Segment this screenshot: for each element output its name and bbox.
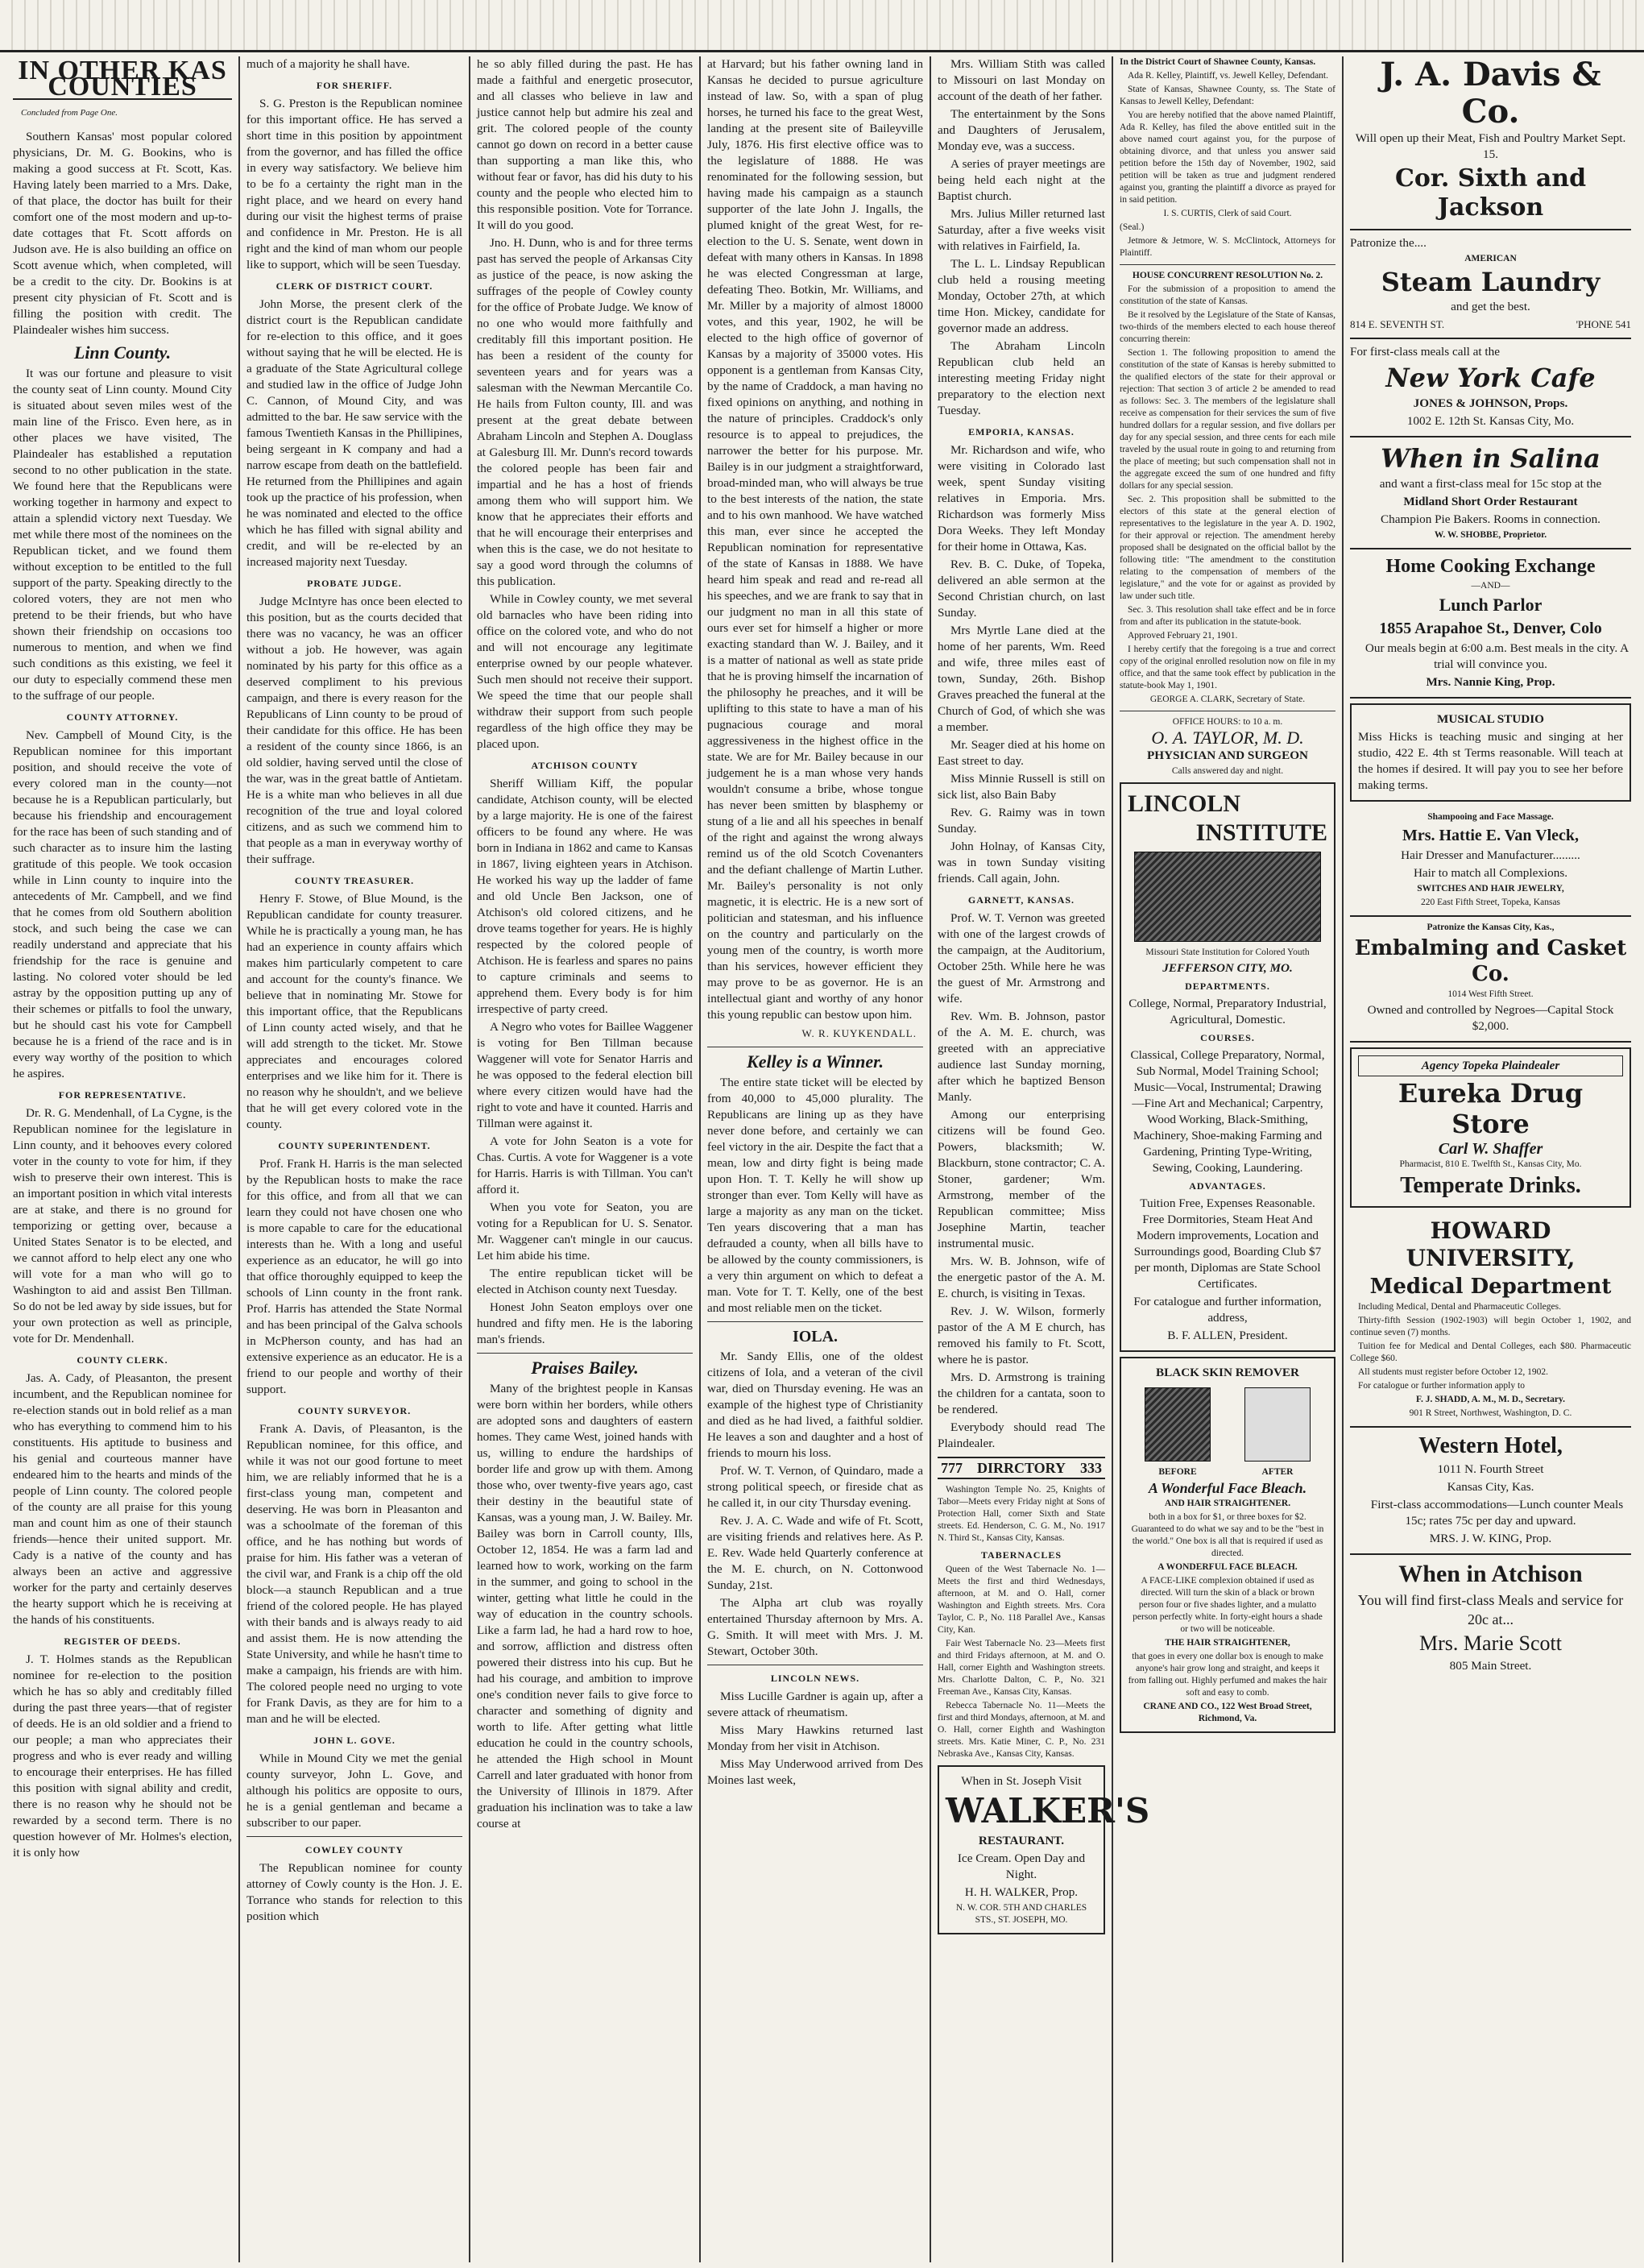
ad-line: 1014 West Fifth Street. (1447, 989, 1534, 999)
column-3 (470, 56, 701, 2262)
subheading: COUNTY ATTORNEY. (66, 711, 179, 723)
ad-title: MUSICAL STUDIO (1437, 712, 1544, 726)
ad-line: AND HAIR STRAIGHTENER. (1164, 1499, 1291, 1508)
column-1 (6, 56, 240, 2262)
ad-line: Midland Short Order Restaurant (1403, 495, 1578, 508)
ad-title: A Wonderful Face Bleach. (1148, 1480, 1307, 1496)
article-paragraph: Mr. Seager died at his home on East street to day. (938, 738, 1105, 768)
article-paragraph: he so ably filled during the past. He has made a faithful and energetic prosecutor, and all classes who believe in law and justice cannot help but admire his zeal and grit. The colored people of the county cannot go down on record in a better cause than supporting a man like this, who without fear or favor, has did his duty to his county and the people who elected him to this responsible position. Vote for Torrance. It will do you good. (477, 57, 693, 232)
article-paragraph: Mrs. William Stith was called to Missouri on last Monday on account of the death of her father. (938, 57, 1105, 103)
atchison-ad (1350, 1555, 1631, 1681)
walkers-restaurant-ad (938, 1765, 1150, 1934)
western-hotel-ad (1350, 1428, 1631, 1555)
divider (707, 1321, 923, 1322)
ad-title: Mrs. Hattie E. Van Vleck, (1402, 827, 1580, 844)
ad-line: Tuition Free, Expenses Reasonable. Free Dormitories, Steam Heat And Modern improvements, Location and Surroundings good, Boarding Club $7 per month, Diplomas are State School Certificates. (1133, 1196, 1322, 1291)
article-paragraph: Mrs Myrtle Lane died at the home of her parents, Wm. Reed and wife, three miles east of town, Sunday, 26th. Bishop Graves preached the funeral at the Church of God, of which she was a member. (938, 624, 1105, 734)
ad-line: All students must register before October 12, 1902. (1358, 1367, 1549, 1377)
ad-title: Eureka Drug Store (1398, 1078, 1584, 1139)
ad-line: Champion Pie Bakers. Rooms in connection. (1381, 512, 1601, 526)
subheading: DEPARTMENTS. (1185, 981, 1270, 992)
ad-line: Miss Hicks is teaching music and singing at her studio, 422 E. 4th st Terms reasonable. Will teach at the homes if desired. It will pay you to see her before making terms. (1358, 730, 1623, 792)
portrait-image (1145, 1387, 1211, 1462)
ad-line: For first-class meals call at the (1350, 345, 1500, 359)
article-paragraph: Southern Kansas' most popular colored physicians, Dr. M. G. Bookins, who is making a good success at Ft. Scott, Kas. Having lately been married to a Mrs. Dake, of that place, the doctor has built for their comfort one of the most modern and up-to-date cottages that Ft. Scott affords on Judson ave. He is also building an office on Scott avenue which, when completed, will be a credit to the city. Dr. Bookins is at present city physician of Ft. Scott and is filling the position with credit. The Plaindealer wishes him success. (13, 130, 232, 337)
article-paragraph: at Harvard; but his father owning land in Kansas he decided to pursue agriculture instead of law. So, with a span of plug horses, he turned his face to the great West, landing at the present site of Baileyville July, 1876. His first elective office was to the legislature of 1888. He was renominated for the following session, but having made his campaign as a staunch supporter of the late John J. Ingalls, the plumed knight of the great West, for re-election to the U. S. Senate, went down in defeat with many others in Kansas. In 1898 he was elected Congressman at large, defeating Theo. Botkin, Mr. Williams, and Mr. Miller by a majority of almost 18000 votes, and this year, 1902, he will be elected to the high office of governor of Kansas by a majority of 35000 votes. His opponent is a gentleman from Kansas City, by the name of Craddock, a man having no fixed opinions on anything, and nothing in the nature of principles. Craddock's only resource is to appeal to prejudices, the narrower the better for his purpose. Mr. Bailey is in our judgment a straightforward, broad-minded man, who will always be true to the best interests of the nation, the state and to his own manhood. We have watched this man, ever since he accepted the Republican nomination for representative of the state of Kansas in 1888. We have heard him speak and read and re-read all his speeches, and we are frank to say that in our judgment no man in all this state of ours ever set for himself a higher or more exacting standard than W. J. Bailey, and it is a matter of national as well as state pride that he is proving himself the incarnation of the philosophy he preaches, and it will be uplifting to this state to have a man of his pugnacious courage and moral aggressiveness in the highest office in the state. We are for Mr. Bailey because in our judgement he is a man whose very hands wouldn't consume a bribe, whose tongue has never been smitten by blasphemy or stung of a lie and all his speeches in benalf of the right and against the wrong always remind us of the old Scotch Covenanters and the defiant challenge of Martin Luther. Mr. Bailey's personality is not only magnetic, it is electric. He is a new sort of politician and statesman, and his influence on the country and particularly on the young men of the country, is worth more than his services, however efficient they may prove to be as governor. He is an intellectual giant and worthy of any honor this young republic can bestow upon him. (707, 57, 923, 1022)
ad-title: Home Cooking Exchange (1385, 556, 1596, 577)
article-paragraph: The entire state ticket will be elected by from 40,000 to 45,000 plurality. The Republicans are lining up as they have never done before, and certainly we can feel victory in the air. Despite the fact that a mean, low and dirty fight is being made upon Hon. T. T. Kelly he will show up stronger than ever. Tom Kelly will have as large a majority as any man on the ticket. Ten years discovering that a man has defrauded a county, when all bills have to be allowed by the county commissioners, is a very thin argument on which to defeat a man. Vote for T. T. Kelly, one of the best and most reliable men on the ticket. (707, 1076, 923, 1315)
article-paragraph: While in Mound City we met the genial county surveyor, John L. Gove, and although his politics are opposite to ours, he is a genial gentleman and became a subscriber to our paper. (246, 1752, 462, 1830)
subheading: LINCOLN NEWS. (770, 1673, 860, 1684)
article-paragraph: Nev. Campbell of Mound City, is the Republican nominee for this important position, and should receive the vote of every colored man in the county—not because he is a Republican particularly, but because his friendship and encouragement for the race has been of such standing and of such character as to insure him the lasting gratitude of this people. We took occasion while in Linn county to inquire into the antecedents of Mr. Campbell, and we find that he comes from old Southern abolition stock, and such being the case we can readily understand and appreciate that his friendship for the race is genuine and lasting. No colored voter should be led astray by the opposition putting up any of their schemes or pitfalls to fool the unwary, but he should cast his vote for Campbell because he is a friend of the race and is in every way worthy of the position to which he aspires. (13, 728, 232, 1080)
ad-line: Tuition fee for Medical and Dental Colleges, each $80. Pharmaceutic College $60. (1350, 1341, 1631, 1363)
resolution-text: I hereby certify that the foregoing is a true and correct copy of the original enrolled resolution now on file in my office, and that the same took effect by publication in the statute-book May 1, 1901. (1120, 645, 1335, 690)
ad-line: Hair Dresser and Manufacturer......... (1401, 848, 1580, 862)
ad-line: F. J. SHADD, A. M., M. D., Secretary. (1416, 1395, 1565, 1404)
article-paragraph: J. T. Holmes stands as the Republican nominee for re-election to the position which he has so ably and creditably filled during the past three years—that of register of deeds. He is an old soldier and a friend to our people; a man who appreciates their progress and who is ever ready and willing to encourage their enterprises. He has filled this position with signal ability and credit, there is no reason why he should not be rewarded by a second term. There is no question however of Mr. Holmes's election, it is only how (13, 1652, 232, 1860)
divider (477, 1353, 693, 1354)
subheading: COUNTY TREASURER. (294, 875, 415, 886)
article-paragraph: Mr. Richardson and wife, who were visiting in Colorado last week, spent Sunday visiting relatives in Emporia. Mrs. Richardson was formerly Miss Dora Weeks. They left Monday for their home in Ottawa, Kas. (938, 443, 1105, 554)
legal-text: You are hereby notified that the above named Plaintiff, Ada R. Kelley, has filed the above entitled suit in the above named court against you, for the purpose of obtaining divorce, and that unless you answer said petition before the 15th day of November, 1902, said petition will be taken as true and judgment rendered against you, granting the plaintiff a divorce as prayed for in said petition. (1120, 110, 1335, 205)
ad-title: J. A. Davis & Co. (1380, 56, 1601, 131)
article-paragraph: Miss Minnie Russell is still on sick list, also Bain Baby (938, 772, 1105, 802)
article-paragraph: S. G. Preston is the Republican nominee for this important office. He has served a short time in this position by appointment from the governor, and has filled the office in every way satisfactory. We believe him to be fo a certainty the right man in the right place, and we heard on every hand during our visit the highest terms of praise and confidence in Mr. Preston. He is all right and the kind of man whom our people like to support, which will be seen Tuesday. (246, 97, 462, 272)
ad-line: AMERICAN (1464, 254, 1517, 263)
ad-line: For catalogue or further information apply to (1358, 1381, 1525, 1391)
article-paragraph: A vote for John Seaton is a vote for Chas. Curtis. A vote for Waggener is a vote for Harris. Harris is with Tillman. You can't afford it. (477, 1134, 693, 1196)
ad-title: Embalming and Casket Co. (1354, 936, 1627, 986)
author-signature: W. R. KUYKENDALL. (801, 1027, 917, 1039)
ad-line: Lunch Parlor (1439, 595, 1543, 615)
ad-line: For catalogue and further information, address, (1133, 1295, 1322, 1325)
ad-title: Western Hotel, (1418, 1433, 1563, 1458)
page-top-border (0, 0, 1644, 52)
article-paragraph: Everybody should read The Plaindealer. (938, 1420, 1105, 1450)
resolution-text: For the submission of a proposition to amend the constitution of the state of Kansas. (1120, 284, 1335, 306)
cafe-ad (1350, 339, 1631, 437)
legal-text: State of Kansas, Shawnee County, ss. The State of Kansas to Jewell Kelley, Defendant: (1120, 85, 1335, 106)
directory-number-left: 777 (941, 1460, 963, 1476)
ad-line: Carl W. Shaffer (1438, 1140, 1543, 1158)
ad-line: MRS. J. W. KING, Prop. (1429, 1532, 1552, 1545)
ad-title: BLACK SKIN REMOVER (1155, 1366, 1300, 1379)
ad-line: 1855 Arapahoe St., Denver, Colo (1379, 620, 1602, 637)
newspaper-page (6, 56, 1638, 2262)
subheading: PROBATE JUDGE. (307, 578, 402, 589)
ad-line: Calls answered day and night. (1171, 766, 1284, 776)
davis-market-ad (1350, 56, 1631, 230)
subheading: REGISTER OF DEEDS. (64, 1636, 181, 1647)
article-paragraph: Mrs. Julius Miller returned last Saturday, after a five weeks visit with relatives in Fairfield, Ia. (938, 207, 1105, 253)
ad-line: Will open up their Meat, Fish and Poultry Market Sept. 15. (1355, 131, 1626, 161)
subheading: COUNTY SURVEYOR. (297, 1405, 412, 1416)
article-paragraph: Sheriff William Kiff, the popular candidate, Atchison county, will be elected by a large majority. He is one of the fairest officers to be found any where. He was born in Indiana in 1862 and came to Kansas in 1867, living eighteen years in Atchison. He worked his way up the ladder of fame and old Uncle Ben Jackson, one of Atchison's old colored citizens, and he drove teams together for years. He is highly respected by the colored people of Atchison. He is fearless and spares no pains to capture criminals and seems to apprehend them. Every body is for him irrespective of party creed. (477, 777, 693, 1016)
resolution-heading: HOUSE CONCURRENT RESOLUTION No. 2. (1132, 271, 1323, 280)
article-paragraph: When you vote for Seaton, you are voting for a Republican for U. S. Senator. Mr. Waggener can't mingle in our caucus. Let him abide his time. (477, 1200, 693, 1263)
article-paragraph: A Negro who votes for Baillee Waggener is voting for Ben Tillman because Waggener will vote for Senator Harris and he was opposed to the federal election bill where every citizen would have had the right to vote and have it counted. Harris and Tillman were against it. (477, 1020, 693, 1130)
article-paragraph: Frank A. Davis, of Pleasanton, is the Republican nominee, for this office, and while it was not our good fortune to meet him, we are reliably informed that he is a first-class young man, competent and deserving. He was born in Pleasanton and was a schoolmate of the foreman of this office, and he has nothing but words of praise for him. His father was a veteran of the civil war, and Frank is a chip off the old block—a staunch Republican and a true friend of the colored people. He has played with their bands and is always ready to aid and assist them. He is now attending the State University, and while he hasn't time to make a campaign, his friends are with him. The colored people need no urging to vote for Frank Davis, as they are for him to a man and he will be elected. (246, 1422, 462, 1726)
resolution-signature: GEORGE A. CLARK, Secretary of State. (1149, 694, 1306, 704)
after-portrait (1244, 1383, 1311, 1478)
subheading: ATCHISON COUNTY (531, 760, 639, 771)
ad-line: 'PHONE 541 (1576, 318, 1631, 330)
subheading: EMPORIA, KANSAS. (968, 426, 1075, 437)
ad-body (1128, 1511, 1327, 1725)
article-paragraph: Honest John Seaton employs over one hundred and fifty men. He is the laboring man's friends. (477, 1300, 693, 1346)
article-paragraph: The Alpha art club was royally entertained Thursday afternoon by Mrs. A. G. Smith. It will meet with Mrs. J. M. Stewart, October 30th. (707, 1596, 923, 1658)
portrait-label: BEFORE (1158, 1467, 1197, 1477)
ad-line: SWITCHES AND HAIR JEWELRY, (1417, 884, 1564, 894)
section-heading: Kelley is a Winner. (747, 1051, 884, 1072)
directory-entry: Washington Temple No. 25, Knights of Tabor—Meets every Friday night at Sons of Protection Hall, corner Sixth and State streets. Ed. Henderson, C. G. M., No. 1917 N. Third St., Kansas City, Kansas. (938, 1485, 1105, 1543)
lincoln-institute-ad (1120, 782, 1335, 1352)
article-paragraph: Rev. Wm. B. Johnson, pastor of the A. M. E. church, was greeted with an appreciative audience last Sunday morning, after which he baptized Benson Manly. (938, 1010, 1105, 1104)
ad-line: CRANE AND CO., 122 West Broad Street, Richmond, Va. (1143, 1702, 1312, 1723)
article-paragraph: Prof. W. T. Vernon, of Quindaro, made a strong political speech, or fireside chat as he called it, in our city Thursday evening. (707, 1464, 923, 1510)
article-paragraph: The Republican nominee for county attorney of Cowly county is the Hon. J. E. Torrance who stands for relection to this position which (246, 1861, 462, 1923)
ad-line: Our meals begin at 6:00 a.m. Best meals in the city. A trial will convince you. (1364, 641, 1630, 671)
ad-line: College, Normal, Preparatory Industrial, Agricultural, Domestic. (1128, 997, 1327, 1026)
directory-entry: Rebecca Tabernacle No. 11—Meets the first and third Mondays, afternoon, at M. and O. Hall, corner Eighth and Washington streets. Mrs. Katie Miner, C. P., No. 231 Nebraska Ave., Kansas City, Kansas. (938, 1701, 1105, 1759)
ad-line: Including Medical, Dental and Pharmaceutic Colleges. (1358, 1302, 1561, 1312)
portrait-label: AFTER (1261, 1467, 1294, 1477)
article-paragraph: Rev. J. W. Wilson, formerly pastor of the A M E church, has removed his family to Ft. Scott, where he is pastor. (938, 1304, 1105, 1366)
ad-line: 814 E. SEVENTH ST. (1350, 318, 1445, 330)
ad-line: OFFICE HOURS: to 10 a. m. (1172, 717, 1283, 727)
article-paragraph: The entertainment by the Sons and Daughters of Jerusalem, Monday eve, was a success. (938, 107, 1105, 153)
ad-line: and want a first-class meal for 15c stop at the (1379, 477, 1602, 491)
ad-title: Medical Department (1369, 1275, 1612, 1299)
ad-line: —AND— (1471, 581, 1510, 591)
subheading: TABERNACLES (980, 1549, 1062, 1561)
hair-dresser-ad (1350, 806, 1631, 917)
ad-line: JEFFERSON CITY, MO. (1162, 961, 1293, 975)
article-paragraph: Rev. B. C. Duke, of Topeka, delivered an able sermon at the Second Christian church, on last Sunday. (938, 558, 1105, 620)
subheading: CLERK OF DISTRICT COURT. (275, 280, 433, 292)
physician-ad (1120, 716, 1335, 777)
embalming-ad (1350, 917, 1631, 1043)
ad-line: When in St. Joseph Visit (961, 1774, 1082, 1788)
ad-title: WALKER'S (946, 1791, 1150, 1831)
ad-line: both in a box for $1, or three boxes for $2. Guaranteed to do what we say and to be the "best in the world." One box is all that is required if used as directed. (1131, 1512, 1324, 1558)
article-paragraph: Jno. H. Dunn, who is and for three terms past has served the people of Arkansas City as justice of the peace, is now asking the suffrages of the people of Cowley county for the office of Probate Judge. We know of no one who would more faithfully and creditably fill this important position. He has been a resident of the county for seventeen years and for years was a salesman with the Newman Mercantile Co. He hails from Fulton county, Ill. and was present at the great debate between Abraham Lincoln and Stephen A. Douglass at Galesburg Ill. Mr. Dunn's record towards the colored people has been fair and impartial and he has a host of friends among them who will support him. We know that he appreciates their efforts and that he will encourage their enterprises and when this is the case, we do not hesitate to say a good word through the columns of this publication. (477, 236, 693, 588)
ad-title: LINCOLN (1128, 790, 1241, 817)
subheading: JOHN L. GOVE. (313, 1735, 395, 1746)
ad-line: W. W. SHOBBE, Proprietor. (1434, 530, 1547, 540)
article-paragraph: Mrs. D. Armstrong is training the children for a cantata, soon to be rendered. (938, 1370, 1105, 1416)
article-paragraph: While in Cowley county, we met several old barnacles who have been riding into office on the colored vote, and who do not and will not encourage any legitimate enterprise owned by our people whatever. Such men should not receive their support. We speed the time that our people shall withdraw their support from such people regardless of the high office they may be placed upon. (477, 592, 693, 751)
section-heading: IOLA. (792, 1328, 839, 1345)
continued-note: Concluded from Page One. (21, 108, 118, 118)
directory-header (938, 1457, 1105, 1479)
resolution-text: Sec. 2. This proposition shall be submitted to the electors of this state at the general election of representatives to the legislature in the year A. D. 1902, for their approval or rejection. The amendment hereby proposed shall be designated on the official ballot by the following title: "The amendment to the constitution relating to the compensation of members of the legislature," and the vote for or against as provided by law under such title. (1120, 495, 1335, 601)
ad-line: Temperate Drinks. (1400, 1173, 1581, 1198)
article-paragraph: Judge McIntyre has once been elected to this position, but as the courts decided that there was no vacancy, he was an officer without a job. He however, was again nominated by his party for this office as a deserved compliment to his previous campaign, and there is every reason for the Republicans of Linn county to be proud of their candidate for this office. He has been a resident of the county since 1866, is an old soldier, having served until the close of the war, was in the great battle of Antietam. He is a white man who believes in all due recognition of the true and loyal colored citizens, and as such we commend him to that people as a man in everyway worthy of their suffrage. (246, 595, 462, 866)
subheading: FOR SHERIFF. (316, 80, 393, 91)
legal-seal: (Seal.) (1120, 222, 1145, 232)
ad-line: 805 Main Street. (1449, 1659, 1532, 1673)
ad-line: Thirty-fifth Session (1902-1903) will begin October 1, 1902, and continue seven (7) months. (1350, 1316, 1631, 1337)
column-4 (701, 56, 931, 2262)
section-masthead: IN OTHER KAS COUNTIES (13, 56, 232, 100)
article-paragraph: Miss Lucille Gardner is again up, after a severe attack of rheumatism. (707, 1690, 923, 1719)
resolution-text: Be it resolved by the Legislature of the State of Kansas, two-thirds of the members elected to each house thereof concurring therein: (1120, 310, 1335, 344)
legal-notice (1120, 56, 1335, 259)
school-building-engraving (1134, 852, 1321, 942)
before-portrait (1145, 1383, 1211, 1478)
article-paragraph: Mr. Sandy Ellis, one of the oldest citizens of Iola, and a veteran of the civil war, died on Thursday evening. He was an example of the highest type of Christianity and died as he had lived, a faithful soldier. He leaves a son and daughter and a host of friends to mourn his loss. (707, 1350, 923, 1460)
article-paragraph: John Morse, the present clerk of the district court is the Republican candidate for re-election to this office, and it goes without saying that he will be elected. He is a graduate of the State Agricultural college and studied law in the office of Judge John C. Cannon, of Mound City, and was admitted to the bar. He saw service with the famous Twentieth Kansas in the Phillipines, being sergeant in K company and had a narrow escape from death on the battlefield. He returned from the Phillipines and again took up the practice of his profession, when he was nominated and elected to the office which he has filled with signal ability and credit, and will be re-elected by an increased majority next Tuesday. (246, 297, 462, 569)
article-paragraph: A series of prayer meetings are being held each night at the Baptist church. (938, 157, 1105, 203)
howard-university-ad (1350, 1213, 1631, 1428)
article-paragraph: Dr. R. G. Mendenhall, of La Cygne, is the Republican nominee for the legislature in Linn county, and it behooves every colored voter in the county to vote for him, if they wish to preserve their own interest. This is an important position in which vital interests are at stake, and there is no ground for temporizing or getting over, because a United States Senator is to be elected, and we cannot afford to help elect any one who will vote for a man who will go to Washington to aid and assist Ben Tillman. So do not be led away by side issues, but for your own protection as well as principle, vote for Dr. Mendenhall. (13, 1106, 232, 1345)
ad-title: INSTITUTE (1195, 819, 1327, 846)
ad-line: Ice Cream. Open Day and Night. (957, 1851, 1086, 1881)
subheading: COUNTY SUPERINTENDENT. (278, 1140, 431, 1151)
divider (1120, 264, 1335, 265)
ad-line: Kansas City, Kas. (1447, 1480, 1534, 1494)
musical-studio-ad (1350, 703, 1631, 802)
article-paragraph: Miss Mary Hawkins returned last Monday from her visit in Atchison. (707, 1723, 923, 1753)
ad-line: Cor. Sixth and Jackson (1394, 164, 1587, 222)
article-paragraph: Miss May Underwood arrived from Des Moines last week, (707, 1757, 923, 1787)
article-paragraph: Mrs. W. B. Johnson, wife of the energetic pastor of the A. M. E. church, is visiting in Texas. (938, 1254, 1105, 1300)
ad-line: Pharmacist, 810 E. Twelfth St., Kansas City, Mo. (1399, 1159, 1582, 1169)
portrait-image (1244, 1387, 1311, 1462)
ad-line: Missouri State Institution for Colored Youth (1145, 947, 1310, 957)
ad-line: that goes in every one dollar box is enough to make anyone's hair grow long and straight, and keeps it from falling out. Highly perfumed and makes the hair soft and easy to comb. (1128, 1652, 1327, 1698)
ad-title: O. A. TAYLOR, M. D. (1151, 728, 1304, 748)
article-paragraph: Many of the brightest people in Kansas were born within her borders, while others are adopted sons and daughters of eastern homes. They came West, joined hands with us, willing to endure the hardships of border life and grow up with them. Among those who, over twenty-five years ago, cast their destiny in the beautiful state of Kansas, was a young man, J. W. Bailey. Mr. Bailey was born in Carroll county, Ills, October 12, 1854. He was a farm lad and learned how to work, working on the farm in the summer, and going to school in the winter, getting what little he could in the way of education in the country schools. Like a farm lad, he had a hard row to hoe, and sorrow, affliction and distress often powered their distress into his cup. But he had his courage, and ambition to improve one's condition never fails to give force to character and something of dignity and worth to life. After getting what little education he could in the country schools, he attended the High school in Mount Carrell and later graduated with honor from the University of Illinois in 1879. After graduation his inclination was to take a law course at (477, 1382, 693, 1831)
ad-line: RESTAURANT. (978, 1834, 1065, 1847)
ad-line: Mrs. Marie Scott (1419, 1632, 1562, 1655)
ad-line: 1011 N. Fourth Street (1437, 1462, 1544, 1476)
laundry-ad (1350, 230, 1631, 339)
article-paragraph: It was our fortune and pleasure to visit the county seat of Linn county. Mound City is situated about seven miles west of the main line of the Frisco. Even here, as in other places we have visited, The Plaindealer has established a reputation second to no other publication in the state. We found here that the Republicans were working together in harmony and expect to attain a splendid victory next Tuesday. We met while there most of the nominees on the Republican ticket, and we found them without exception to be entitled to the full support of the party. Speaking directly to the colored voters, they are not men who pretend to be their friends, but who have shown their friendship on occasions too numerous to mention, and when we find such conditions as this existing, we feel it our duty to especially commend these men to the suffrage of our people. (13, 367, 232, 703)
article-paragraph: Henry F. Stowe, of Blue Mound, is the Republican candidate for county treasurer. While he is practically a young man, he has had an experience in county affairs which makes him particularly competent to care and account for the county's finance. We believe that in nominating Mr. Stowe for this important office, that the Republicans of Linn county acted wisely, and that he will add strength to the ticket. Mr. Stowe appreciates and encourages colored enterprises and we like him for it. There is no reason why he shouldn't, and we believe that he will get every colored vote in the county. (246, 892, 462, 1131)
ad-line: 901 R Street, Northwest, Washington, D. C. (1409, 1408, 1572, 1418)
resolution-text: Approved February 21, 1901. (1128, 631, 1238, 641)
subheading: COURSES. (1200, 1032, 1255, 1043)
face-bleach-ad (1120, 1357, 1335, 1733)
ad-line: Shampooing and Face Massage. (1427, 812, 1554, 822)
eureka-drug-store-ad (1350, 1047, 1631, 1208)
article-paragraph: Prof. W. T. Vernon was greeted with one of the largest crowds of the campaign, at the Auditorium, October 25th. While here he was the guest of Mr. Armstrong and wife. (938, 911, 1105, 1005)
article-paragraph: Among our enterprising citizens will be found Geo. Powers, blacksmith; W. Blackburn, stone contractor; C. A. Stoner, gardener; Wm. Armstrong, member of the Republican committee; Miss Josephine Martin, teacher instrumental music. (938, 1108, 1105, 1250)
ad-line: Mrs. Nannie King, Prop. (1426, 675, 1555, 689)
subheading: GARNETT, KANSAS. (967, 894, 1075, 906)
ad-line: JONES & JOHNSON, Props. (1413, 396, 1568, 410)
salina-ad (1350, 437, 1631, 549)
before-after-portraits (1128, 1383, 1327, 1478)
subheading: FOR REPRESENTATIVE. (58, 1089, 187, 1101)
column-2 (240, 56, 470, 2262)
ad-line: Owned and controlled by Negroes—Capital Stock $2,000. (1367, 1003, 1614, 1033)
ad-body (1350, 1301, 1631, 1420)
article-paragraph: Prof. Frank H. Harris is the man selected by the Republican hosts to make the race for this office, and from all that we can learn they could not have chosen one who is more capable to care for the educational interests than he. With a long and useful experience as an educator, he will go into that office thoroughly equipped to keep the schools of Linn county in the front rank. Prof. Harris has attended the State Normal and has been principal of the Galva schools in McPherson county, and has had an extensive experience as an educator. He is a friend to our people and worthy of their support. (246, 1157, 462, 1396)
resolution-text: Section 1. The following proposition to amend the constitution of the state of Kansas is hereby submitted to the qualified electors of the state for their approval or rejection: That section 3 of article 2 be amended to read as follows: Sec. 3. The members of the legislature shall receive as compensation for their services the sum of five hundred dollars for a regular session, and five dollars per day for any special session, and three cents for each mile traveled by the usual route in going to and returning from the place of meeting; but such compensation shall not in the aggregate exceed the sum of one hundred and fifty dollars for any special session. (1120, 348, 1335, 491)
ad-line: A FACE-LIKE complexion obtained if used as directed. Will turn the skin of a black or brown person four or five shades lighter, and a mulatto person perfectly white. In forty-eight hours a shade or two will be noticeable. (1133, 1576, 1323, 1634)
directory-listing (938, 1484, 1105, 1760)
ad-line: Hair to match all Complexions. (1413, 866, 1568, 880)
ad-line: 220 East Fifth Street, Topeka, Kansas (1420, 898, 1561, 907)
section-heading: Praises Bailey. (531, 1358, 639, 1378)
ad-line: and get the best. (1451, 300, 1530, 313)
ad-title: When in Salina (1381, 443, 1601, 474)
ad-line: You will find first-class Meals and service for 20c at... (1357, 1592, 1624, 1627)
ad-line: Classical, College Preparatory, Normal, Sub Normal, Model Training School; Music—Vocal, Instrumental; Drawing—Fine Art and Mechanical; Carpentry, Wood Working, Black-Smithing, Machinery, Shoe-making Farming and Gardening, Printing Type-Writing, Sewing, Cooking, Laundering. (1130, 1048, 1325, 1175)
directory-title: DIRRCTORY (976, 1460, 1066, 1476)
directory-entry: Queen of the West Tabernacle No. 1—Meets the first and third Wednesdays, afternoon, at M. and O. Hall, corner Washington and Eighth streets. Mrs. Cora Taylor, C. P., No. 118 Parallel Ave., Kansas City, Kan. (938, 1565, 1105, 1635)
article-paragraph: John Holnay, of Kansas City, was in town Sunday visiting friends. Call again, John. (938, 840, 1105, 885)
legal-text: Jetmore & Jetmore, W. S. McClintock, Attorneys for Plaintiff. (1120, 236, 1335, 258)
ad-line: H. H. WALKER, Prop. (964, 1885, 1079, 1899)
legal-text: Ada R. Kelley, Plaintiff, vs. Jewell Kelley, Defendant. (1128, 71, 1328, 81)
resolution-notice (1120, 270, 1335, 706)
divider (246, 1836, 462, 1837)
article-paragraph: Jas. A. Cady, of Pleasanton, the present incumbent, and the Republican nominee for re-election stands out in bold relief as a man who has everything to commend him to his constituents. His aptitude to business and his genial and courteous manner have endeared him to the hearts and minds of the people of Linn county. The colored people of the county are all praise for this young man and count him as one of their staunch friends—hence their united support. Mr. Cady is a native of the county and has always been an active and aggressive worker for the party and certainly deserves the hearty support which he is receiving at the hands of his constituents. (13, 1371, 232, 1627)
ad-line: Agency Topeka Plaindealer (1358, 1055, 1623, 1076)
article-paragraph: The entire republican ticket will be elected in Atchison county next Tuesday. (477, 1267, 693, 1296)
article-paragraph: The Abraham Lincoln Republican club held an interesting meeting Friday night preparatory to the election next Tuesday. (938, 339, 1105, 417)
ad-line: Patronize the Kansas City, Kas., (1427, 923, 1555, 932)
ad-line: Patronize the.... (1350, 236, 1427, 250)
article-paragraph: Rev. J. A. C. Wade and wife of Ft. Scott, are visiting friends and relatives here. As P. E. Rev. Wade held Quarterly conference at the M. E. church, on N. Cottonwood Sunday, 21st. (707, 1514, 923, 1592)
home-cooking-ad (1350, 549, 1631, 699)
subheading: COUNTY CLERK. (77, 1354, 168, 1366)
column-7 (1344, 56, 1638, 2262)
article-paragraph: The L. L. Lindsay Republican club held a rousing meeting Monday, October 27th, at which time Hon. Mickey, candidate for governor made an address. (938, 257, 1105, 335)
ad-line: PHYSICIAN AND SURGEON (1147, 748, 1308, 762)
article-paragraph: much of a majority he shall have. (246, 57, 410, 71)
column-6 (1113, 56, 1344, 2262)
ad-title: When in Atchison (1398, 1561, 1583, 1587)
directory-number-right: 333 (1080, 1460, 1102, 1476)
resolution-text: Sec. 3. This resolution shall take effect and be in force from and after its publication in the statute-book. (1120, 605, 1335, 627)
legal-heading: In the District Court of Shawnee County, Kansas. (1120, 57, 1316, 67)
section-heading: Linn County. (73, 342, 172, 363)
directory-entry: Fair West Tabernacle No. 23—Meets first and third Fridays afternoon, at M. and O. Hall, corner Eighth and Washington streets. Mrs. Charlotte Dalton, C. P., No. 321 Freeman Ave., Kansas City, Kansas. (938, 1639, 1105, 1697)
ad-line: First-class accommodations—Lunch counter Meals 15c; rates 75c per day and upward. (1370, 1498, 1624, 1528)
subheading: ADVANTAGES. (1189, 1180, 1266, 1192)
subheading: COWLEY COUNTY (304, 1844, 404, 1855)
ad-line: 1002 E. 12th St. Kansas City, Mo. (1406, 414, 1575, 428)
legal-signature: I. S. CURTIS, Clerk of said Court. (1163, 209, 1292, 218)
ad-line: THE HAIR STRAIGHTENER, (1165, 1638, 1290, 1648)
ad-line: B. F. ALLEN, President. (1167, 1329, 1288, 1342)
ad-title: Steam Laundry (1381, 267, 1601, 297)
ad-line: A WONDERFUL FACE BLEACH. (1157, 1562, 1298, 1572)
laundry-contact (1350, 317, 1631, 333)
ad-line: N. W. COR. 5TH AND CHARLES STS., ST. JOSEPH, MO. (955, 1903, 1087, 1925)
ad-title: HOWARD UNIVERSITY, (1406, 1217, 1576, 1271)
article-paragraph: Rev. G. Raimy was in town Sunday. (938, 806, 1105, 835)
ad-title: New York Cafe (1385, 363, 1596, 393)
